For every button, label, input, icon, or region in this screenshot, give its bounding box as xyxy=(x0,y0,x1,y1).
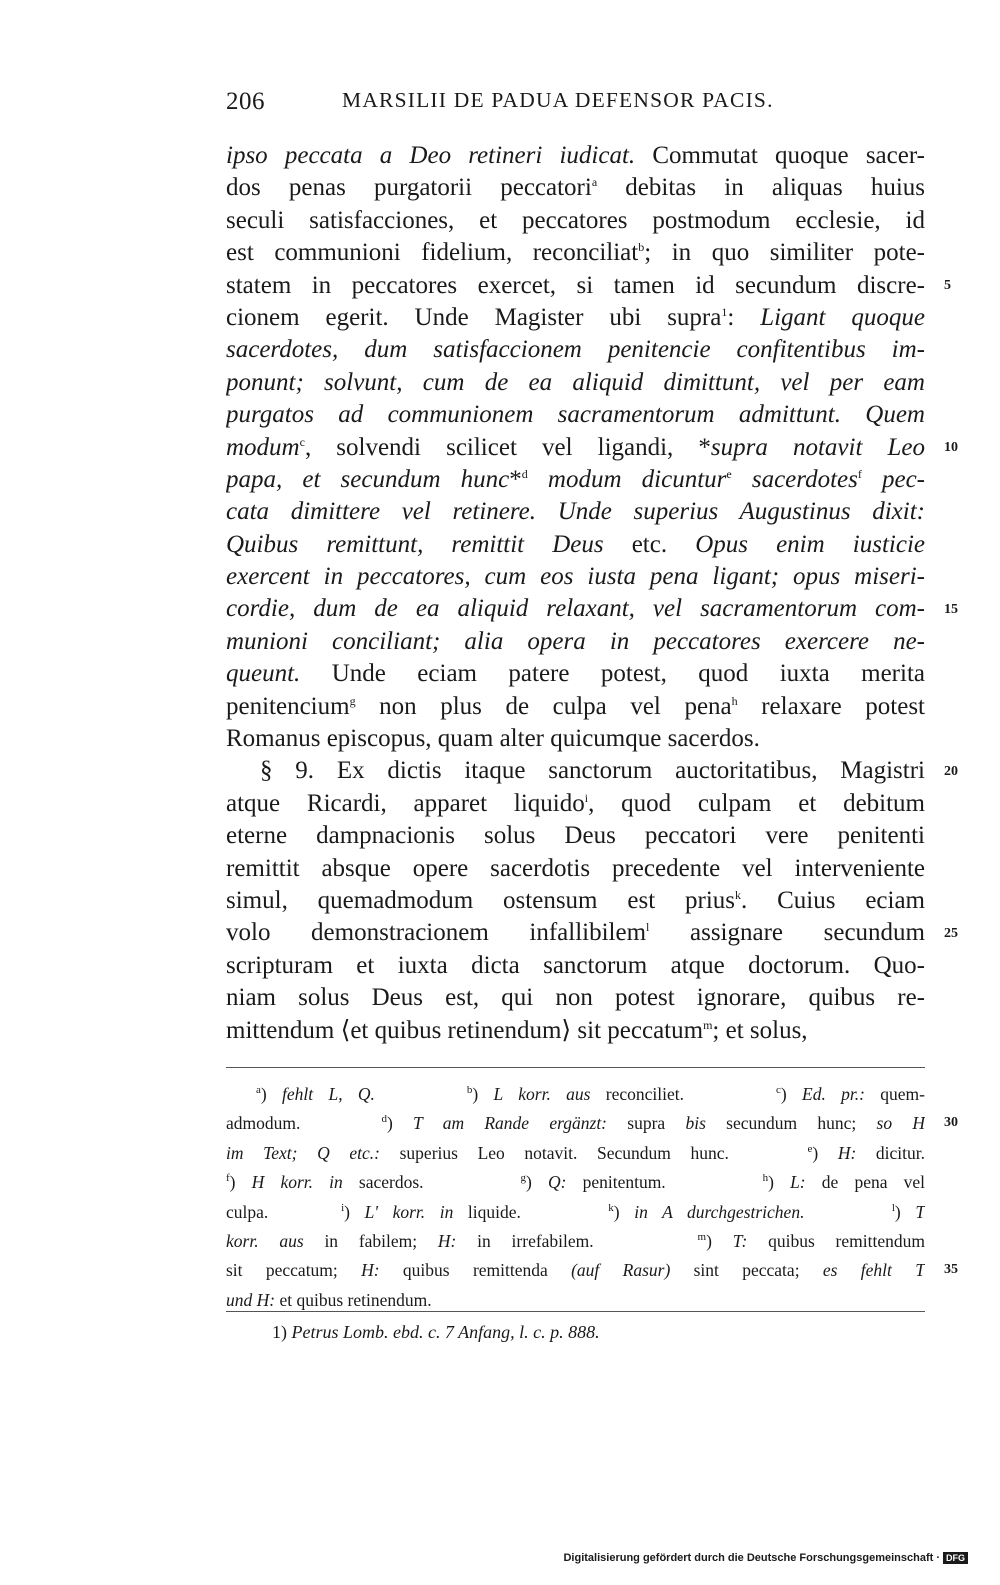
text-line: cordie, dum de ea aliquid relaxant, vel sacramentorum com- xyxy=(226,595,925,623)
footnote-divider-2 xyxy=(226,1311,925,1312)
credit-text: Digitalisierung gefördert durch die Deutsche Forschungsgemeinschaft · xyxy=(563,1552,940,1564)
text-line: mittendum ⟨et quibus retinendum⟩ sit peccatum$^m$; et solus, xyxy=(226,1016,808,1044)
critical-apparatus xyxy=(226,1080,925,1315)
apparatus-line: korr. aus in fabilem; H: in irrefabilem. $^m$) T: quibus remittendum xyxy=(226,1230,925,1251)
text-line: statem in peccatores exercet, si tamen id secundum discre- xyxy=(226,271,925,299)
text-line: queunt. Unde eciam patere potest, quod iuxta merita xyxy=(226,660,925,688)
text-line: Romanus episcopus, quam alter quicumque sacerdos. xyxy=(226,725,760,753)
text-line: volo demonstracionem infallibilem$^l$ assignare secundum xyxy=(226,919,925,947)
line-number: 5 xyxy=(944,277,951,293)
apparatus-line: und H: et quibus retinendum. xyxy=(226,1289,432,1310)
apparatus-line: culpa. $^i$) L' korr. in liquide. $^k$) in A durchgestrichen. $^l$) T xyxy=(226,1201,925,1222)
apparatus-line: admodum. $^d$) T am Rande ergänzt: supra bis secundum hunc; so H xyxy=(226,1113,925,1134)
text-line: penitencium$^g$ non plus de culpa vel pena$^h$ relaxare potest xyxy=(226,692,925,720)
text-line: purgatos ad communionem sacramentorum admittunt. Quem xyxy=(226,401,925,429)
source-footnote: 1) Petrus Lomb. ebd. c. 7 Anfang, l. c. p. 888. xyxy=(272,1322,600,1342)
text-line: ponunt; solvunt, cum de ea aliquid dimittunt, vel per eam xyxy=(226,368,925,396)
text-line: modum$^c$, solvendi scilicet vel ligandi, *supra notavit Leo xyxy=(226,433,925,461)
line-number: 30 xyxy=(944,1115,958,1131)
text-line: eterne dampnacionis solus Deus peccatori vere penitenti xyxy=(226,822,925,850)
text-line: cionem egerit. Unde Magister ubi supra$^1$: Ligant quoque xyxy=(226,303,925,331)
apparatus-line: sit peccatum; H: quibus remittenda (auf Rasur) sint peccata; es fehlt T xyxy=(226,1260,925,1281)
text-line: papa, et secundum hunc*$^d$ modum dicuntur$^e$ sacerdotes$^f$ pec- xyxy=(226,465,925,493)
text-line: dos penas purgatorii peccatori$^a$ debitas in aliquas huius xyxy=(226,174,925,202)
text-line: simul, quemadmodum ostensum est prius$^k$. Cuius eciam xyxy=(226,886,925,914)
text-line: seculi satisfacciones, et peccatores postmodum ecclesie, id xyxy=(226,206,925,234)
text-line: cata dimittere vel retinere. Unde superius Augustinus dixit: xyxy=(226,498,925,526)
line-number: 35 xyxy=(944,1262,958,1278)
text-line: exercent in peccatores, cum eos iusta pena ligant; opus miseri- xyxy=(226,563,925,591)
apparatus-line: $^a$) fehlt L, Q. $^b$) L korr. aus reconciliet. $^c$) Ed. pr.: quem- xyxy=(256,1084,925,1104)
text-line: niam solus Deus est, qui non potest ignorare, quibus re- xyxy=(226,984,925,1012)
line-number: 20 xyxy=(944,763,958,779)
line-number: 15 xyxy=(944,601,958,617)
text-line: Quibus remittunt, remittit Deus etc. Opus enim iusticie xyxy=(226,530,925,558)
text-line: § 9. Ex dictis itaque sanctorum auctoritatibus, Magistri xyxy=(260,757,925,785)
text-line: est communioni fidelium, reconciliat$^b$; in quo similiter pote- xyxy=(226,239,925,267)
text-line: scripturam et iuxta dicta sanctorum atque doctorum. Quo- xyxy=(226,951,925,979)
apparatus-line: im Text; Q etc.: superius Leo notavit. Secundum hunc. $^e$) H: dicitur. xyxy=(226,1142,925,1163)
text-line: sacerdotes, dum satisfaccionem penitencie confitentibus im- xyxy=(226,336,925,364)
line-number: 25 xyxy=(944,925,958,941)
text-line: atque Ricardi, apparet liquido$^i$, quod culpam et debitum xyxy=(226,789,925,817)
page-number: 206 xyxy=(226,88,265,115)
running-title: MARSILII DE PADUA DEFENSOR PACIS. xyxy=(342,88,774,112)
footnote-divider xyxy=(226,1067,925,1068)
line-number: 10 xyxy=(944,439,958,455)
main-text xyxy=(226,140,925,1047)
text-line: munioni conciliant; alia opera in peccatores exercere ne- xyxy=(226,627,925,655)
dfg-logo-icon: DFG xyxy=(943,1552,968,1564)
apparatus-line: $^f$) H korr. in sacerdos. $^g$) Q: penitentum. $^h$) L: de pena vel xyxy=(226,1172,925,1193)
text-line: remittit absque opere sacerdotis precedente vel interveniente xyxy=(226,854,925,882)
text-line: ipso peccata a Deo retineri iudicat. Commutat quoque sacer- xyxy=(226,142,925,169)
digitization-credit xyxy=(563,1552,968,1564)
